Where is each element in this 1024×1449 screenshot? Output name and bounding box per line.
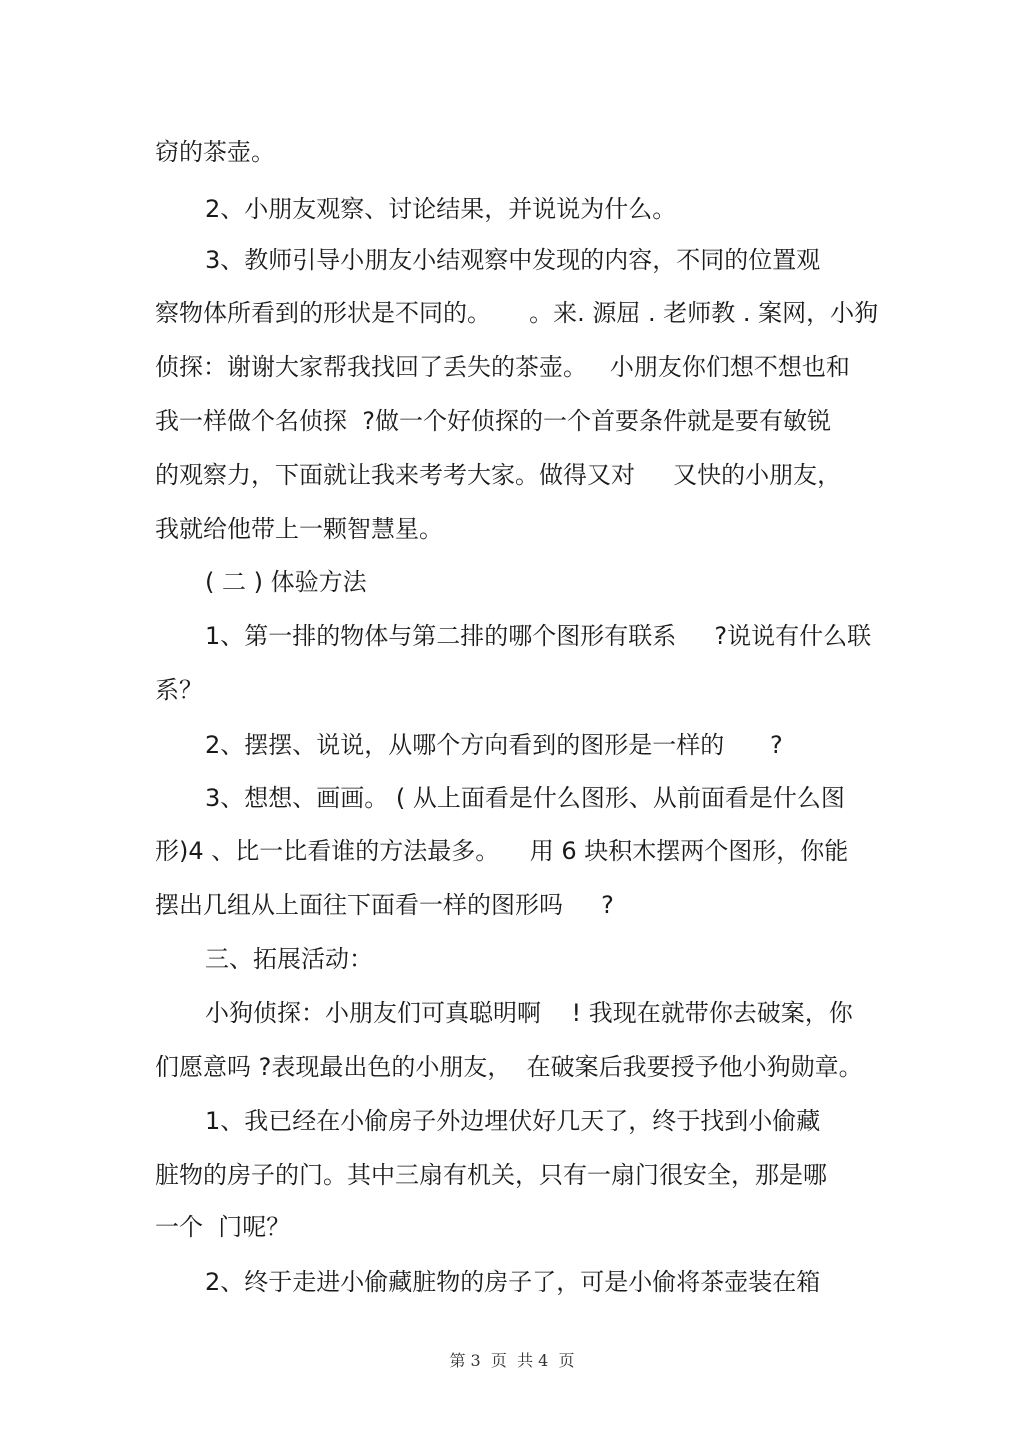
text-line: 2、小朋友观察、讨论结果，并说说为什么。: [205, 195, 677, 223]
text-line: 2、摆摆、说说，从哪个方向看到的图形是一样的 ?: [205, 731, 783, 759]
text-line: 脏物的房子的门。其中三扇有机关，只有一扇门很安全，那是哪: [155, 1161, 827, 1189]
text-line: 1、我已经在小偷房子外边埋伏好几天了，终于找到小偷藏: [205, 1107, 821, 1135]
text-line: 3、教师引导小朋友小结观察中发现的内容，不同的位置观: [205, 246, 821, 274]
text-line: 3、想想、画画。 ( 从上面看是什么图形、从前面看是什么图: [205, 784, 845, 812]
section-heading: 三、拓展活动：: [205, 945, 373, 973]
text-line: 我就给他带上一颗智慧星。: [155, 515, 443, 543]
text-line: 窃的茶壶。: [155, 138, 275, 166]
text-line: 侦探：谢谢大家帮我找回了丢失的茶壶。 小朋友你们想不想也和: [155, 353, 850, 381]
text-line: 察物体所看到的形状是不同的。 。来. 源屈 . 老师教 . 案网，小狗: [155, 299, 879, 327]
text-line: 形)4 、比一比看谁的方法最多。 用 6 块积木摆两个图形，你能: [155, 837, 849, 865]
text-line: 一个 门呢？: [155, 1213, 291, 1241]
text-line: 我一样做个名侦探 ?做一个好侦探的一个首要条件就是要有敏锐: [155, 407, 831, 435]
text-line: 们愿意吗 ?表现最出色的小朋友， 在破案后我要授予他小狗勋章。: [155, 1053, 863, 1081]
text-line: 的观察力，下面就让我来考考大家。做得又对 又快的小朋友，: [155, 461, 842, 489]
text-line: 摆出几组从上面往下面看一样的图形吗 ?: [155, 891, 614, 919]
text-line: 2、终于走进小偷藏脏物的房子了，可是小偷将茶壶装在箱: [205, 1268, 821, 1296]
text-line: 1、第一排的物体与第二排的哪个图形有联系 ?说说有什么联: [205, 622, 872, 650]
page-footer: 第 3 页 共 4 页: [449, 1351, 575, 1370]
text-line: 小狗侦探：小朋友们可真聪明啊 ! 我现在就带你去破案，你: [205, 999, 853, 1027]
text-line: 系？: [155, 676, 203, 704]
section-heading: ( 二 ) 体验方法: [205, 568, 367, 596]
